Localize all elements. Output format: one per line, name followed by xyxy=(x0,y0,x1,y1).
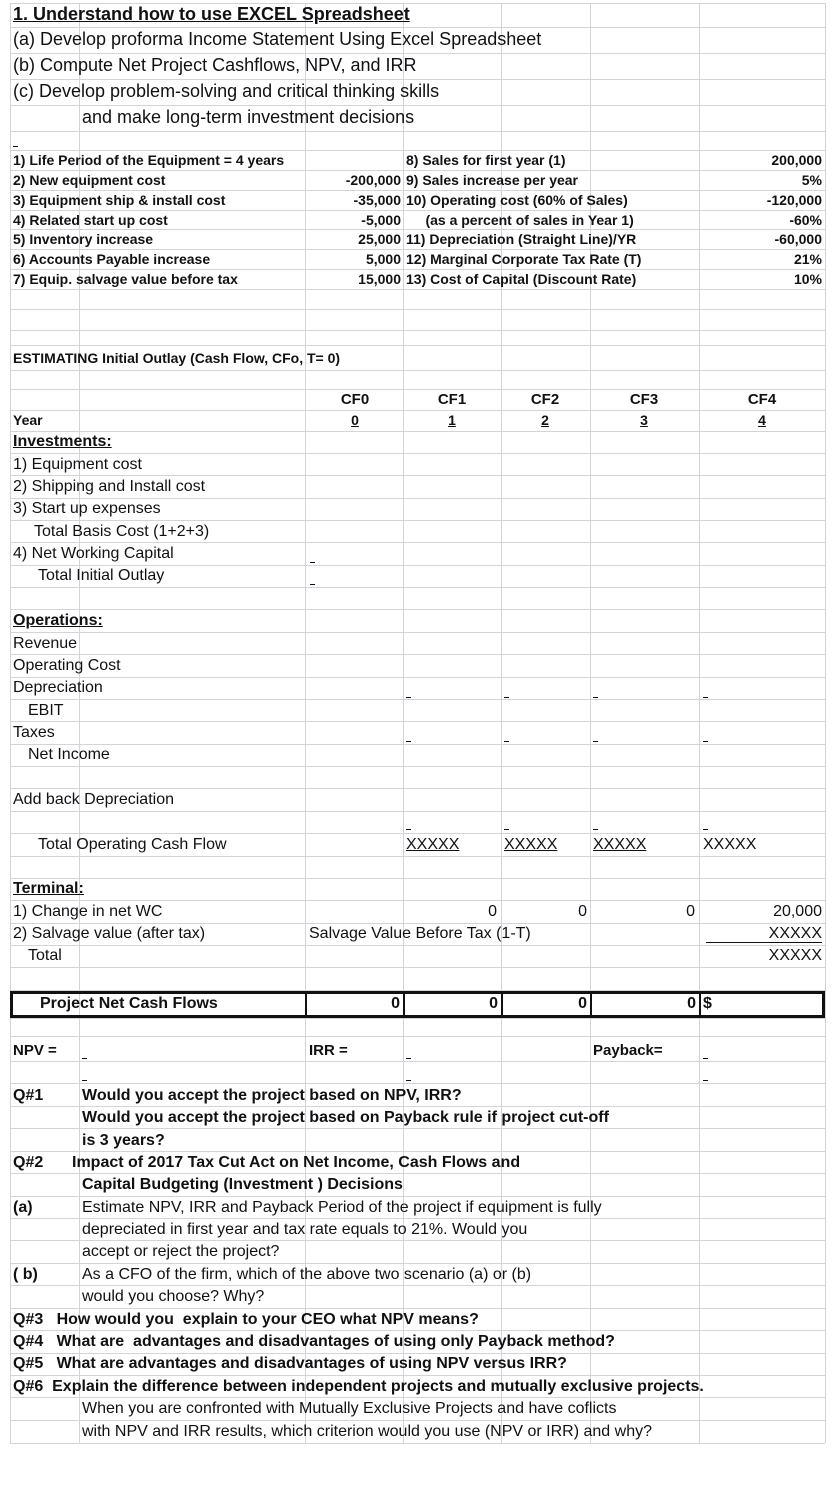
row-label: Add back Depreciation xyxy=(13,791,174,808)
ocf-placeholder[interactable]: XXXXX xyxy=(406,836,460,853)
assumption-value[interactable]: 15,000 xyxy=(358,271,401,287)
grid-column-line xyxy=(10,3,11,1443)
grid-row-line xyxy=(10,1353,825,1354)
grid-row-line xyxy=(10,967,825,968)
row-label: Net Income xyxy=(28,746,110,763)
assumption-label: 3) Equipment ship & install cost xyxy=(13,192,226,208)
question-text: Would you accept the project based on NPV, IRR? xyxy=(82,1087,462,1104)
row-label: 2) Salvage value (after tax) xyxy=(13,925,206,942)
grid-row-line xyxy=(10,269,825,270)
question-text: accept or reject the project? xyxy=(82,1243,280,1260)
grid-row-line xyxy=(10,431,825,432)
question-text: depreciated in first year and tax rate equals to 21%. Would you xyxy=(82,1221,528,1238)
wc-value[interactable]: 20,000 xyxy=(773,903,822,920)
question-text: Q#3 How would you explain to your CEO what NPV means? xyxy=(13,1311,479,1328)
row-label: Total Basis Cost (1+2+3) xyxy=(34,523,210,540)
question-text: Q#6 Explain the difference between independent projects and mutually exclusive projects. xyxy=(13,1378,704,1395)
assumption-value[interactable]: -5,000 xyxy=(361,212,401,228)
grid-row-line xyxy=(10,811,825,812)
grid-row-line xyxy=(10,1018,825,1019)
assumption-label: 4) Related start up cost xyxy=(13,212,168,228)
assumption-value[interactable]: -200,000 xyxy=(345,172,401,188)
grid-row-line xyxy=(10,27,825,28)
grid-row-line xyxy=(10,1308,825,1309)
grid-row-line xyxy=(10,699,825,700)
grid-row-line xyxy=(10,900,825,901)
grid-row-line xyxy=(10,150,825,151)
year-number: 2 xyxy=(541,412,549,428)
grid-row-line xyxy=(10,766,825,767)
question-text: Estimate NPV, IRR and Payback Period of the project if equipment is fully xyxy=(82,1199,602,1216)
grid-row-line xyxy=(10,170,825,171)
assumption-value[interactable]: 200,000 xyxy=(771,152,822,168)
wc-value[interactable]: 0 xyxy=(488,903,497,920)
objective-c: (c) Develop problem-solving and critical thinking skills xyxy=(13,81,440,101)
question-tag: Q#2 xyxy=(13,1154,44,1171)
assumption-label: 2) New equipment cost xyxy=(13,172,166,188)
row-label: Total xyxy=(28,947,62,964)
grid-row-line xyxy=(10,587,825,588)
grid-row-line xyxy=(10,833,825,834)
question-text: Q#4 What are advantages and disadvantages of using only Payback method? xyxy=(13,1333,615,1350)
year-number: 0 xyxy=(351,412,359,428)
npv-label: NPV = xyxy=(13,1042,57,1059)
grid-row-line xyxy=(10,105,825,106)
investments-heading: Investments: xyxy=(13,433,112,450)
grid-row-line xyxy=(10,542,825,543)
grid-row-line xyxy=(10,370,825,371)
wc-value[interactable]: 0 xyxy=(686,903,695,920)
grid-row-line xyxy=(10,131,825,132)
assumption-label: 13) Cost of Capital (Discount Rate) xyxy=(406,271,637,287)
assumption-label: 11) Depreciation (Straight Line)/YR xyxy=(406,231,637,247)
year-number: 1 xyxy=(448,412,456,428)
grid-row-line xyxy=(10,410,825,411)
question-text: As a CFO of the firm, which of the above two scenario (a) or (b) xyxy=(82,1266,532,1283)
question-text: with NPV and IRR results, which criterion would you use (NPV or IRR) and why? xyxy=(82,1423,652,1440)
grid-row-line xyxy=(10,1263,825,1264)
grid-row-line xyxy=(10,1330,825,1331)
grid-row-line xyxy=(10,923,825,924)
question-text: When you are confronted with Mutually Exclusive Projects and have coflicts xyxy=(82,1400,617,1417)
assumption-value[interactable]: 5% xyxy=(801,172,822,188)
row-label: Revenue xyxy=(13,635,78,652)
payback-label: Payback= xyxy=(593,1042,663,1059)
grid-row-line xyxy=(10,1240,825,1241)
grid-column-line xyxy=(699,3,700,1443)
grid-row-line xyxy=(10,878,825,879)
grid-row-line xyxy=(10,190,825,191)
operations-heading: Operations: xyxy=(13,612,103,629)
grid-row-line xyxy=(10,565,825,566)
grid-row-line xyxy=(10,1443,825,1444)
assumption-value[interactable]: -60% xyxy=(789,212,822,228)
assumption-label: 5) Inventory increase xyxy=(13,231,154,247)
assumption-value[interactable]: 10% xyxy=(793,271,822,287)
objective-c-cont: and make long-term investment decisions xyxy=(82,107,415,127)
assumption-label: 8) Sales for first year (1) xyxy=(406,152,566,168)
grid-row-line xyxy=(10,520,825,521)
grid-row-line xyxy=(10,1036,825,1037)
cf-header: CF1 xyxy=(437,391,467,408)
question-text: Would you accept the project based on Payback rule if project cut-off xyxy=(82,1109,609,1126)
cf-header: CF2 xyxy=(530,391,560,408)
grid-row-line xyxy=(10,309,825,310)
terminal-heading: Terminal: xyxy=(13,880,84,897)
grid-row-line xyxy=(10,1173,825,1174)
grid-row-line xyxy=(10,1128,825,1129)
assumption-label: 12) Marginal Corporate Tax Rate (T) xyxy=(406,251,642,267)
assumption-value[interactable]: -35,000 xyxy=(353,192,401,208)
assumption-value[interactable]: -120,000 xyxy=(766,192,822,208)
assumption-value[interactable]: -60,000 xyxy=(774,231,822,247)
row-label: Taxes xyxy=(13,724,55,741)
question-text: would you choose? Why? xyxy=(82,1288,265,1305)
grid-row-line xyxy=(10,856,825,857)
year-number: 4 xyxy=(758,412,766,428)
question-tag: (a) xyxy=(13,1199,33,1216)
question-tag: ( b) xyxy=(13,1266,38,1283)
question-text: Capital Budgeting (Investment ) Decisions xyxy=(82,1176,403,1193)
ocf-placeholder[interactable]: XXXXX xyxy=(703,836,757,853)
assumption-label: 6) Accounts Payable increase xyxy=(13,251,211,267)
row-label: 1) Equipment cost xyxy=(13,456,142,473)
ocf-placeholder[interactable]: XXXXX xyxy=(593,836,647,853)
row-label: 3) Start up expenses xyxy=(13,500,161,517)
grid-row-line xyxy=(10,249,825,250)
grid-row-line xyxy=(10,229,825,230)
grid-row-line xyxy=(10,1083,825,1084)
assumption-label: 7) Equip. salvage value before tax xyxy=(13,271,238,287)
irr-label: IRR = xyxy=(309,1042,348,1059)
grid-row-line xyxy=(10,210,825,211)
question-tag: Q#1 xyxy=(13,1087,44,1104)
section-title: ESTIMATING Initial Outlay (Cash Flow, CFo, T= 0) xyxy=(13,350,341,366)
grid-row-line xyxy=(10,1106,825,1107)
grid-row-line xyxy=(10,330,825,331)
assumption-label: (as a percent of sales in Year 1) xyxy=(406,212,634,228)
net-cf-value[interactable]: 0 xyxy=(687,995,696,1012)
grid-row-line xyxy=(10,945,825,946)
grid-row-line xyxy=(10,1218,825,1219)
grid-row-line xyxy=(10,1151,825,1152)
objective-a: (a) Develop proforma Income Statement Using Excel Spreadsheet xyxy=(13,29,542,49)
grid-row-line xyxy=(10,1397,825,1398)
grid-row-line xyxy=(10,1061,825,1062)
row-label: Total Operating Cash Flow xyxy=(38,836,227,853)
cf-header: CF3 xyxy=(629,391,659,408)
grid-row-line xyxy=(10,788,825,789)
cf-header: CF4 xyxy=(747,391,777,408)
grid-row-line xyxy=(10,453,825,454)
wc-value[interactable]: 0 xyxy=(578,903,587,920)
net-cf-value[interactable]: 0 xyxy=(391,995,400,1012)
assumption-label: 10) Operating cost (60% of Sales) xyxy=(406,192,628,208)
year-label: Year xyxy=(13,412,43,428)
grid-row-line xyxy=(10,1420,825,1421)
grid-row-line xyxy=(10,654,825,655)
question-text: Impact of 2017 Tax Cut Act on Net Income, Cash Flows and xyxy=(72,1154,521,1171)
salvage-note: Salvage Value Before Tax (1-T) xyxy=(309,925,531,942)
terminal-total-value[interactable]: XXXXX xyxy=(768,947,822,964)
row-label: 1) Change in net WC xyxy=(13,903,163,920)
grid-row-line xyxy=(10,53,825,54)
ocf-placeholder[interactable]: XXXXX xyxy=(504,836,558,853)
grid-row-line xyxy=(10,632,825,633)
grid-row-line xyxy=(10,609,825,610)
net-cash-flows-label: Project Net Cash Flows xyxy=(40,995,218,1012)
assumption-label: 9) Sales increase per year xyxy=(406,172,579,188)
grid-row-line xyxy=(10,744,825,745)
cf-header: CF0 xyxy=(340,391,370,408)
assumption-value[interactable]: 21% xyxy=(793,251,822,267)
grid-row-line xyxy=(10,345,825,346)
row-label: Operating Cost xyxy=(13,657,121,674)
grid-row-line xyxy=(10,475,825,476)
row-label: Depreciation xyxy=(13,679,103,696)
grid-row-line xyxy=(10,1196,825,1197)
grid-row-line xyxy=(10,79,825,80)
grid-row-line xyxy=(10,498,825,499)
grid-row-line xyxy=(10,1285,825,1286)
net-cf-value[interactable]: 0 xyxy=(578,995,587,1012)
sheet-title: 1. Understand how to use EXCEL Spreadsheet xyxy=(13,4,410,24)
objective-b: (b) Compute Net Project Cashflows, NPV, and IRR xyxy=(13,55,417,75)
assumption-label: 1) Life Period of the Equipment = 4 years xyxy=(13,152,285,168)
grid-row-line xyxy=(10,389,825,390)
currency-symbol: $ xyxy=(703,995,712,1012)
row-label: EBIT xyxy=(28,702,64,719)
grid-row-line xyxy=(10,1375,825,1376)
assumption-value[interactable]: 5,000 xyxy=(365,251,401,267)
grid-row-line xyxy=(10,721,825,722)
question-text: is 3 years? xyxy=(82,1132,165,1149)
row-label: 4) Net Working Capital xyxy=(13,545,174,562)
row-label: 2) Shipping and Install cost xyxy=(13,478,206,495)
grid-row-line xyxy=(10,677,825,678)
grid-row-line xyxy=(10,289,825,290)
salvage-value[interactable]: XXXXX xyxy=(768,925,822,942)
row-label: Total Initial Outlay xyxy=(38,567,165,584)
question-text: Q#5 What are advantages and disadvantages of using NPV versus IRR? xyxy=(13,1355,567,1372)
net-cf-value[interactable]: 0 xyxy=(489,995,498,1012)
assumption-value[interactable]: 25,000 xyxy=(358,231,401,247)
year-number: 3 xyxy=(640,412,648,428)
grid-column-line xyxy=(825,3,826,1443)
